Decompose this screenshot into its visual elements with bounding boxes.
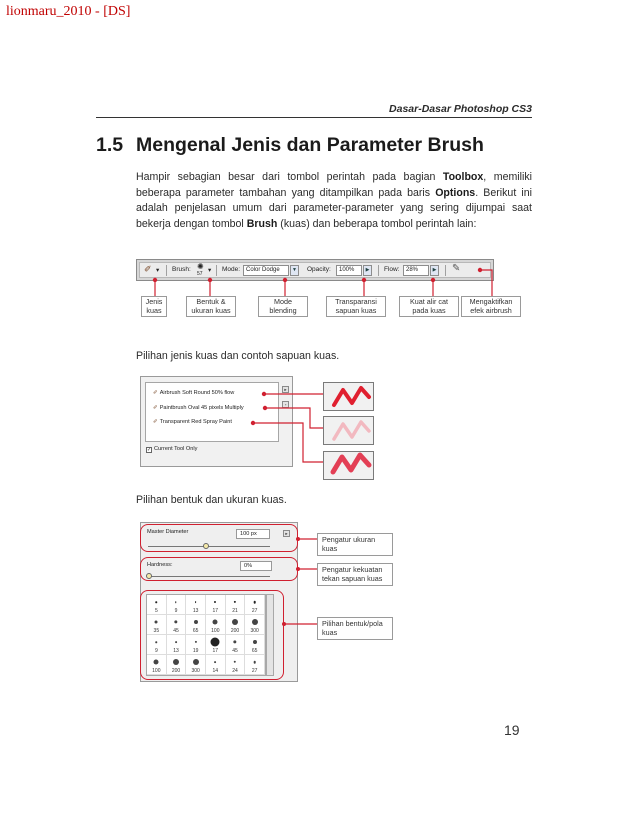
connector-dot <box>478 268 482 272</box>
watermark: lionmaru_2010 - [DS] <box>6 4 131 19</box>
mode-label: Mode: <box>222 266 241 273</box>
connector-dot <box>251 421 255 425</box>
brush-tip-icon[interactable]: ✺ <box>197 262 204 271</box>
preset-label: Paintbrush Oval 45 pixels Multiply <box>159 405 244 411</box>
callout-opacity: Transparansi sapuan kuas <box>326 296 386 317</box>
paragraph-text: , memiliki beberapa parameter tambahan yang ditampilkan pada baris <box>136 171 533 199</box>
brush-tip-size: 27 <box>251 608 258 614</box>
airbrush-stroke-sample <box>334 388 369 405</box>
master-diameter-input[interactable]: 100 px <box>236 529 270 539</box>
connector-dot <box>296 567 300 571</box>
checkbox-icon[interactable]: ✓ <box>147 447 152 453</box>
flow-input[interactable]: 28% <box>403 265 429 276</box>
brush-tip-size: 13 <box>192 608 199 614</box>
callout-hardness: Pengatur kekuatan tekan sapuan kuas <box>317 563 393 586</box>
connector-dot <box>263 406 267 410</box>
connector-dot <box>431 278 435 282</box>
brush-tip-size: 9 <box>154 648 158 654</box>
connector-dot <box>296 537 300 541</box>
mode-select[interactable]: Color Dodge <box>243 265 289 276</box>
preset-label: Transparent Red Spray Paint <box>159 419 232 425</box>
brush-preset-icon: ✐ <box>153 390 158 396</box>
brush-panel-menu-icon[interactable]: ▸ <box>283 530 290 537</box>
running-head: Dasar-Dasar Photoshop CS3 <box>389 103 532 115</box>
brush-tip-size: 65 <box>251 648 258 654</box>
brush-tip-size: 24 <box>232 668 238 674</box>
brush-tip-size: 17 <box>212 608 219 614</box>
term-brush: Brush <box>246 217 278 230</box>
flow-label: Flow: <box>384 266 400 273</box>
connector-dot <box>283 278 287 282</box>
connector-dot <box>282 622 286 626</box>
callout-blend-mode: Mode blending <box>258 296 308 317</box>
brush-tip-size: 5 <box>154 608 158 614</box>
spray-stroke-sample <box>333 455 369 472</box>
section-title: Mengenal Jenis dan Parameter Brush <box>136 134 484 156</box>
new-preset-icon[interactable]: ▫ <box>282 401 289 408</box>
brush-tip-size: 27 <box>251 668 258 674</box>
brush-tip-size: 65 <box>192 628 199 634</box>
brush-tip-size: 300 <box>250 628 259 634</box>
paragraph-text: (kuas) dan beberapa tombol perintah lain: <box>277 217 477 230</box>
brush-tip-size: 21 <box>232 608 238 614</box>
callout-tip-shape: Pilihan bentuk/pola kuas <box>317 617 393 640</box>
brush-tip-size: 35 <box>153 628 160 634</box>
connector-dot <box>208 278 212 282</box>
oval-stroke-sample <box>334 422 369 439</box>
brush-tip-size: 45 <box>232 648 238 654</box>
brush-tip-size: 19 <box>192 648 199 654</box>
opacity-slider-icon[interactable]: ▶ <box>363 265 372 276</box>
callout-airbrush: Mengaktifkan efek airbrush <box>461 296 521 317</box>
brush-preset-icon: ✐ <box>153 419 158 425</box>
brush-tool-icon[interactable]: ✐ <box>144 264 152 274</box>
opacity-label: Opacity: <box>307 266 331 273</box>
caption-tips: Pilihan bentuk dan ukuran kuas. <box>136 494 287 506</box>
flow-slider-icon[interactable]: ▶ <box>430 265 439 276</box>
connector-line <box>253 423 323 462</box>
brush-size-value: 57 <box>197 271 203 277</box>
term-toolbox: Toolbox <box>442 171 484 183</box>
brush-tip-size: 13 <box>173 648 179 654</box>
checkbox-label: Current Tool Only <box>154 446 198 452</box>
callout-flow: Kuat alir cat pada kuas <box>399 296 459 317</box>
connector-dot <box>153 278 157 282</box>
paragraph-text: . Berikut ini adalah penjelasan umum dari parameter-parameter yang sering dijumpai saat bekerja dengan tombol <box>136 186 532 230</box>
brush-tip-size: 9 <box>174 608 178 614</box>
caption-presets: Pilihan jenis kuas dan contoh sapuan kuas. <box>136 350 340 362</box>
term-options: Options <box>435 186 476 199</box>
hardness-label: Hardness: <box>147 562 173 568</box>
brush-tip-size: 17 <box>212 648 219 654</box>
opacity-input[interactable]: 100% <box>336 265 362 276</box>
section-number: 1.5 <box>96 134 124 156</box>
connector-dot <box>262 392 266 396</box>
brush-tip-size: 200 <box>230 628 240 634</box>
brush-tip-size: 45 <box>173 628 179 634</box>
brush-tip-size: 200 <box>171 668 181 674</box>
brush-tip-size: 100 <box>211 628 220 634</box>
brush-tip-size: 14 <box>212 668 219 674</box>
paragraph-text: Hampir sebagian besar dari tombol perintah pada bagian <box>136 171 443 183</box>
connector-line <box>480 270 492 296</box>
page-number: 19 <box>504 722 520 738</box>
panel-menu-icon[interactable]: ▸ <box>282 386 289 393</box>
connector-dot <box>362 278 366 282</box>
mode-dropdown-icon[interactable]: ▼ <box>290 265 299 276</box>
brush-preset-icon: ✐ <box>153 405 158 411</box>
connector-line <box>266 408 323 428</box>
airbrush-toggle-icon[interactable]: ✎ <box>452 263 461 274</box>
brush-tip-size: 300 <box>191 668 200 674</box>
brush-picker-arrow[interactable]: ▾ <box>208 267 212 274</box>
callout-brush-size: Bentuk & ukuran kuas <box>186 296 236 317</box>
master-diameter-label: Master Diameter <box>147 529 189 535</box>
tool-preset-arrow[interactable]: ▾ <box>156 267 160 274</box>
callout-diameter: Pengatur ukuran kuas <box>317 533 393 556</box>
preset-label: Airbrush Soft Round 50% flow <box>159 390 235 396</box>
hardness-input[interactable]: 0% <box>240 561 272 571</box>
brush-label: Brush: <box>172 266 191 273</box>
brush-tip-size: 100 <box>152 668 161 674</box>
callout-brush-type: Jenis kuas <box>141 296 167 317</box>
